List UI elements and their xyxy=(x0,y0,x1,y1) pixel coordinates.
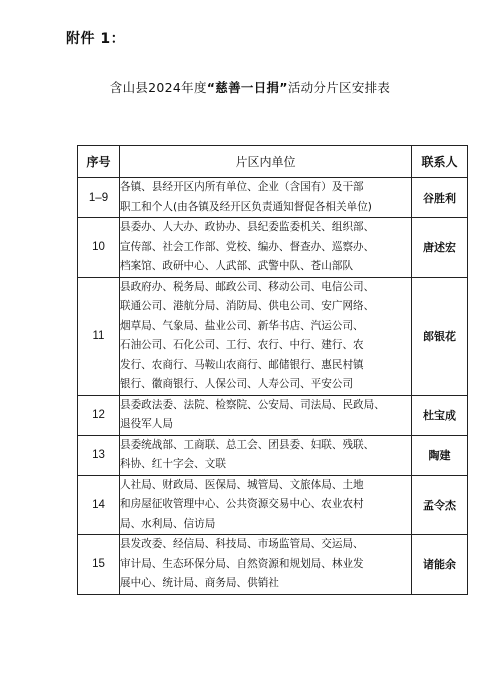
unit-line: 职工和个人(由各镇及经开区负责通知督促各相关单位) xyxy=(120,200,372,213)
unit-line: 各镇、县经开区内所有单位、企业（含国有）及干部 xyxy=(120,181,364,193)
table-row xyxy=(78,475,468,535)
attachment-label: 附件 1： xyxy=(66,31,126,47)
unit-line: 人社局、财政局、医保局、城管局、文旅体局、土地 xyxy=(120,478,364,491)
unit-line: 县委办、人大办、政协办、县纪委监委机关、组织部、 xyxy=(120,221,375,233)
row-units xyxy=(120,277,412,395)
unit-line: 烟草局、气象局、盐业公司、新华书店、汽运公司、 xyxy=(120,319,364,332)
unit-line: 展中心、统计局、商务局、供销社 xyxy=(120,577,279,589)
row-contact: 陶建 xyxy=(412,435,468,475)
row-units xyxy=(120,475,412,535)
row-seq: 1–9 xyxy=(78,178,120,218)
page-title xyxy=(0,78,500,96)
row-units xyxy=(120,435,412,475)
title-prefix: 含山县2024年度 xyxy=(109,80,207,95)
header-seq: 序号 xyxy=(78,146,120,178)
row-contact: 郎银花 xyxy=(412,277,468,395)
table-row xyxy=(78,395,468,435)
row-contact: 唐述宏 xyxy=(412,218,468,278)
district-table xyxy=(77,145,468,595)
title-suffix: 活动分片区安排表 xyxy=(287,80,391,95)
row-units xyxy=(120,535,412,595)
row-contact: 谷胜利 xyxy=(412,178,468,218)
row-seq: 13 xyxy=(78,435,120,475)
row-seq: 15 xyxy=(78,535,120,595)
row-contact: 诸能余 xyxy=(412,535,468,595)
row-seq: 12 xyxy=(78,395,120,435)
row-seq: 10 xyxy=(78,218,120,278)
table-row xyxy=(78,277,468,395)
row-contact: 孟令杰 xyxy=(412,475,468,535)
row-seq: 14 xyxy=(78,475,120,535)
header-units: 片区内单位 xyxy=(120,146,412,178)
unit-line: 发行、农商行、马鞍山农商行、邮储银行、惠民村镇 xyxy=(120,358,364,371)
unit-line: 宣传部、社会工作部、党校、编办、督查办、巡察办、 xyxy=(120,240,375,253)
row-seq: 11 xyxy=(78,277,120,395)
row-units xyxy=(120,395,412,435)
unit-line: 退役军人局 xyxy=(120,418,173,430)
table-row xyxy=(78,435,468,475)
row-units xyxy=(120,218,412,278)
unit-line: 和房屋征收管理中心、公共资源交易中心、农业农村 xyxy=(120,498,364,510)
unit-line: 审计局、生态环保分局、自然资源和规划局、林业发 xyxy=(120,557,364,570)
unit-line: 档案馆、政研中心、人武部、武警中队、苍山部队 xyxy=(120,260,354,272)
unit-line: 科协、红十字会、文联 xyxy=(120,458,226,470)
unit-line: 县委政法委、法院、检察院、公安局、司法局、民政局、 xyxy=(120,398,385,411)
row-contact: 杜宝成 xyxy=(412,395,468,435)
table-row xyxy=(78,178,468,218)
unit-line: 县政府办、税务局、邮政公司、移动公司、电信公司、 xyxy=(120,280,375,293)
unit-line: 县发改委、经信局、科技局、市场监管局、交运局、 xyxy=(120,538,364,550)
table-row xyxy=(78,218,468,278)
row-units xyxy=(120,178,412,218)
unit-line: 联通公司、港航分局、消防局、供电公司、安广网络、 xyxy=(120,300,375,312)
table-body xyxy=(78,178,468,595)
unit-line: 县委统战部、工商联、总工会、团县委、妇联、残联、 xyxy=(120,438,375,451)
unit-line: 银行、徽商银行、人保公司、人寿公司、平安公司 xyxy=(120,378,354,390)
header-contact: 联系人 xyxy=(412,146,468,178)
table-header-row xyxy=(78,146,468,178)
unit-line: 石油公司、石化公司、工行、农行、中行、建行、农 xyxy=(120,339,364,351)
unit-line: 局、水利局、信访局 xyxy=(120,517,216,530)
title-highlight: “慈善一日捐” xyxy=(206,80,288,95)
table-row xyxy=(78,535,468,595)
